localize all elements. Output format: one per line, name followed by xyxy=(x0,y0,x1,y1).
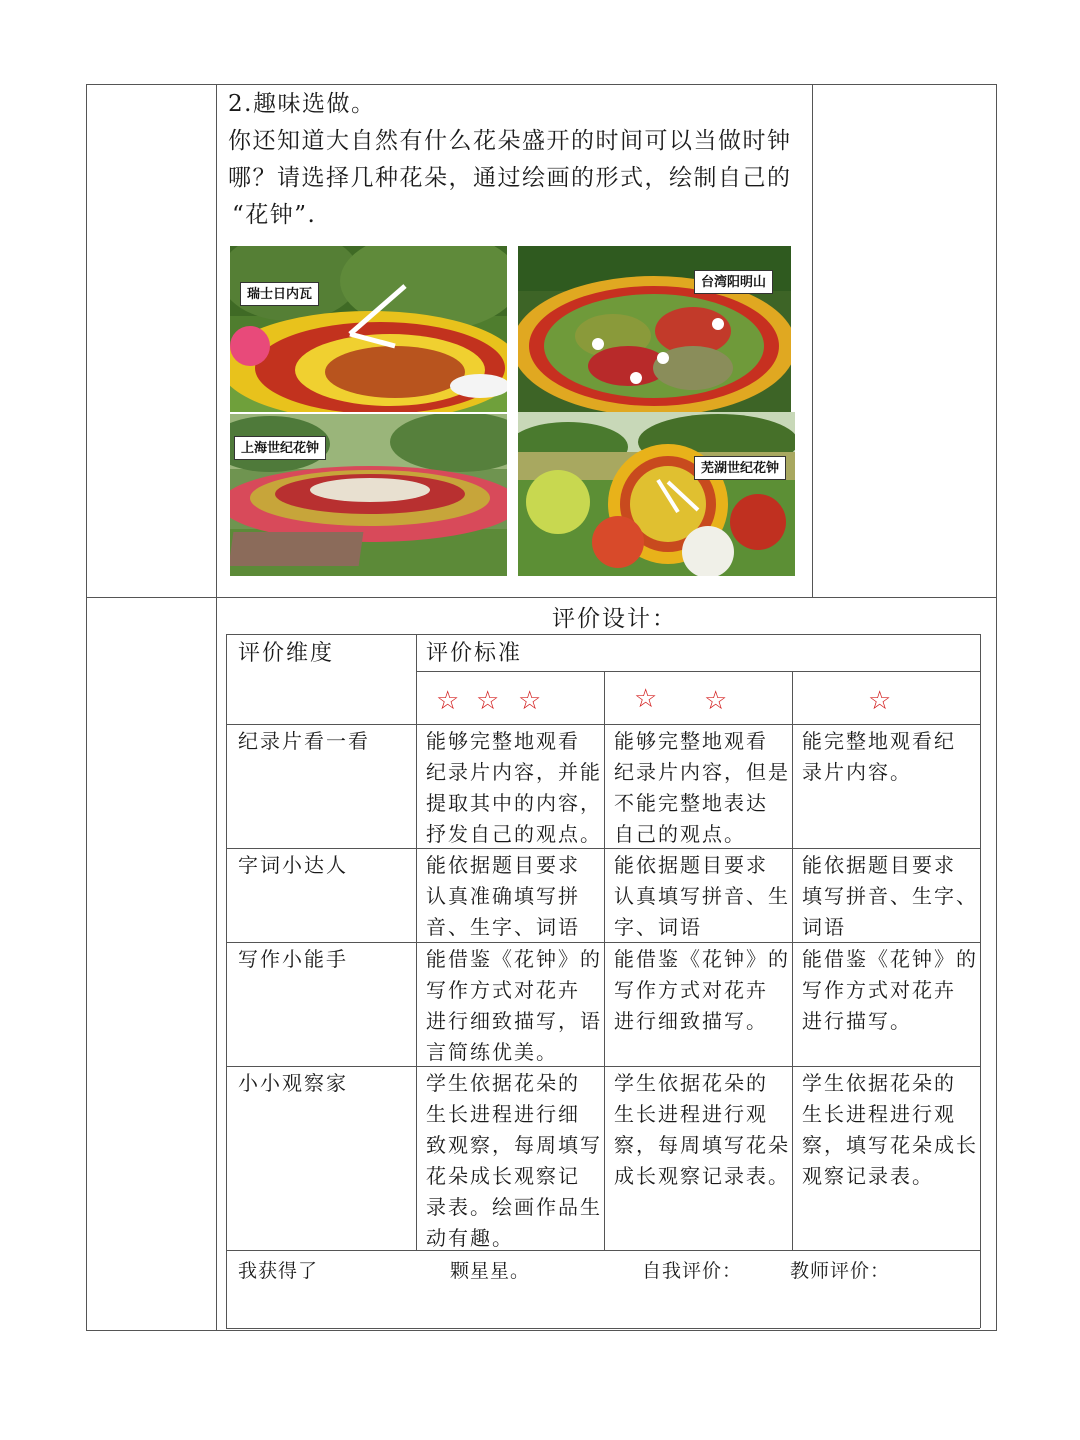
outer-top-border xyxy=(86,84,996,85)
row4-level1 xyxy=(802,1068,978,1192)
text-line: 能借鉴《花钟》的 xyxy=(802,947,978,971)
outer-right-border xyxy=(996,84,997,1331)
eval-standard-divider xyxy=(416,671,980,672)
row1-level3 xyxy=(426,726,602,850)
text-line: 致观察，每周填写 xyxy=(426,1133,602,1157)
text-line: 进行描写。 xyxy=(802,1009,912,1033)
stars-earned-prefix: 我获得了 xyxy=(238,1260,319,1282)
eval-bottom-border xyxy=(226,1328,980,1329)
star-icon: ☆ xyxy=(476,686,500,716)
text-line: 填写拼音、生字、 xyxy=(802,884,978,908)
eval-right-border xyxy=(980,634,981,1328)
text-line: 花朵成长观察记 xyxy=(426,1164,580,1188)
text-line: 察，每周填写花朵 xyxy=(614,1133,790,1157)
photo-yangmingshan-flower-clock xyxy=(518,246,791,412)
text-line: 提取其中的内容， xyxy=(426,791,602,815)
teacher-evaluation-label: 教师评价： xyxy=(790,1260,891,1282)
outer-mid-border xyxy=(86,597,996,598)
text-line: 观察记录表。 xyxy=(802,1164,934,1188)
row1-level2 xyxy=(614,726,790,850)
header-standard: 评价标准 xyxy=(426,641,523,666)
photo-label-wuhu: 芜湖世纪花钟 xyxy=(694,456,786,480)
photo-label-shanghai: 上海世纪花钟 xyxy=(234,436,326,460)
text-line: 能借鉴《花钟》的 xyxy=(614,947,790,971)
text-line: 能够完整地观看 xyxy=(426,729,580,753)
text-line: 录表。绘画作品生 xyxy=(426,1195,602,1219)
text-line: 写作方式对花卉 xyxy=(802,978,956,1002)
text-line: 音、生字、词语 xyxy=(426,915,580,939)
row1-level1 xyxy=(802,726,956,788)
text-line: 言简练优美。 xyxy=(426,1040,558,1064)
text-line: 写作方式对花卉 xyxy=(614,978,768,1002)
row2-level3 xyxy=(426,850,580,943)
text-line: 察，填写花朵成长 xyxy=(802,1133,978,1157)
eval-header-bottom xyxy=(226,724,980,725)
text-line: 纪录片内容，并能 xyxy=(426,760,602,784)
eval-row4-bottom xyxy=(226,1250,980,1251)
row4-level2 xyxy=(614,1068,790,1192)
text-line: 纪录片内容，但是 xyxy=(614,760,790,784)
outer-left-border xyxy=(86,84,87,1331)
text-line: 学生依据花朵的 xyxy=(802,1071,956,1095)
text-line: 能完整地观看纪 xyxy=(802,729,956,753)
text-line: 生长进程进行观 xyxy=(614,1102,768,1126)
row4-level3 xyxy=(426,1068,602,1254)
task-line-3: “花钟”. xyxy=(232,202,317,228)
eval-row1-bottom xyxy=(226,848,980,849)
eval-row3-bottom xyxy=(226,1066,980,1067)
eval-dim-divider xyxy=(416,634,417,1250)
task-right-divider xyxy=(812,84,813,598)
text-line: 认真准确填写拼 xyxy=(426,884,580,908)
text-line: 词语 xyxy=(802,915,846,939)
header-dimension: 评价维度 xyxy=(238,641,335,666)
eval-level-divider-2 xyxy=(792,671,793,1250)
text-line: 能依据题目要求 xyxy=(802,853,956,877)
row1-dimension: 纪录片看一看 xyxy=(238,729,370,753)
evaluation-title: 评价设计： xyxy=(552,606,677,632)
star-icon: ☆ xyxy=(634,684,658,714)
row3-level3 xyxy=(426,944,602,1068)
task-section xyxy=(228,86,808,234)
star-icon: ☆ xyxy=(518,686,542,716)
photo-label-geneva: 瑞士日内瓦 xyxy=(240,282,319,306)
text-line: 能依据题目要求 xyxy=(614,853,768,877)
text-line: 字、词语 xyxy=(614,915,702,939)
star-icon: ☆ xyxy=(868,686,892,716)
self-evaluation-label: 自我评价： xyxy=(642,1260,743,1282)
stars-earned-suffix: 颗星星。 xyxy=(450,1260,531,1282)
outer-col-divider xyxy=(216,84,217,1331)
text-line: 能依据题目要求 xyxy=(426,853,580,877)
text-line: 认真填写拼音、生 xyxy=(614,884,790,908)
text-line: 学生依据花朵的 xyxy=(426,1071,580,1095)
row2-level1 xyxy=(802,850,978,943)
task-heading: 2.趣味选做。 xyxy=(228,91,376,117)
row3-dimension: 写作小能手 xyxy=(238,947,348,971)
row3-level2 xyxy=(614,944,790,1037)
eval-level-divider-1 xyxy=(604,671,605,1250)
text-line: 进行细致描写，语 xyxy=(426,1009,602,1033)
text-line: 动有趣。 xyxy=(426,1226,514,1250)
task-line-2: 哪？请选择几种花朵，通过绘画的形式，绘制自己的 xyxy=(228,165,792,191)
photo-shanghai-flower-clock xyxy=(230,414,507,576)
text-line: 生长进程进行细 xyxy=(426,1102,580,1126)
row3-level1 xyxy=(802,944,978,1037)
text-line: 写作方式对花卉 xyxy=(426,978,580,1002)
row2-level2 xyxy=(614,850,790,943)
star-icon: ☆ xyxy=(704,686,728,716)
photo-wuhu-flower-clock xyxy=(518,412,795,576)
text-line: 进行细致描写。 xyxy=(614,1009,768,1033)
star-icon: ☆ xyxy=(436,686,460,716)
text-line: 能借鉴《花钟》的 xyxy=(426,947,602,971)
photo-geneva-flower-clock xyxy=(230,246,507,412)
task-line-1: 你还知道大自然有什么花朵盛开的时间可以当做时钟 xyxy=(228,128,792,154)
text-line: 能够完整地观看 xyxy=(614,729,768,753)
text-line: 自己的观点。 xyxy=(614,822,746,846)
text-line: 成长观察记录表。 xyxy=(614,1164,790,1188)
text-line: 生长进程进行观 xyxy=(802,1102,956,1126)
row4-dimension: 小小观察家 xyxy=(238,1071,348,1095)
eval-top-border xyxy=(226,634,980,635)
row2-dimension: 字词小达人 xyxy=(238,853,348,877)
text-line: 不能完整地表达 xyxy=(614,791,768,815)
eval-left-border xyxy=(226,634,227,1328)
text-line: 抒发自己的观点。 xyxy=(426,822,602,846)
text-line: 学生依据花朵的 xyxy=(614,1071,768,1095)
photo-label-yangmingshan: 台湾阳明山 xyxy=(694,270,773,294)
text-line: 录片内容。 xyxy=(802,760,912,784)
outer-bottom-border xyxy=(86,1330,996,1331)
